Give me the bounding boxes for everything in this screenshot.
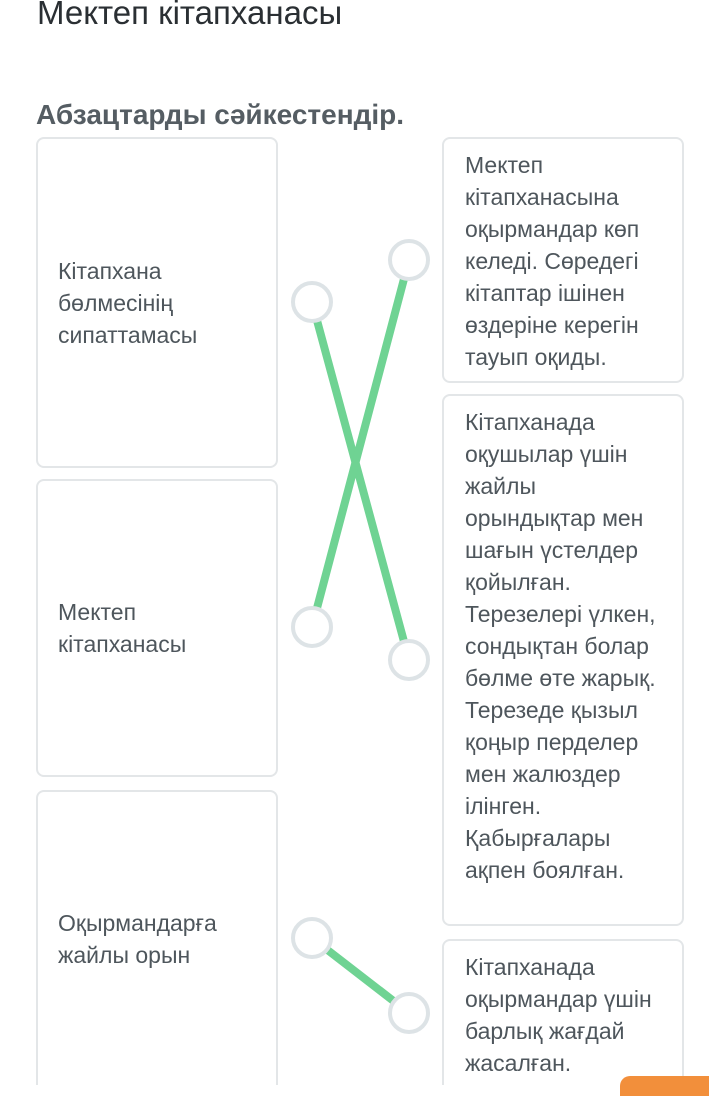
left-connector-1[interactable]	[293, 283, 331, 321]
right-connector-3[interactable]	[390, 994, 428, 1032]
right-connector-2[interactable]	[390, 641, 428, 679]
instruction-heading: Абзацтарды сәйкестендір.	[36, 99, 405, 130]
left-item-label: Мектеп кітапханасы	[58, 599, 187, 657]
page-title: Мектеп кітапханасы	[37, 0, 343, 31]
match-line-1	[312, 302, 409, 660]
left-connector-2[interactable]	[293, 608, 331, 646]
right-item-text: Кітапханада оқушылар үшін жайлы орындықтар мен шағын үстелдер қойылған. Терезелері үлкен, сондықтан болар бөлме өте жарық. Терезеде қызыл қоңыр перделер мен жалюздер ілінген. Қабырғалары ақпен боялған.	[465, 409, 656, 883]
left-connector-3[interactable]	[293, 919, 331, 957]
right-item-text: Кітапханада оқырмандар үшін барлық жағдай жасалған.	[465, 954, 652, 1076]
right-item-text: Мектеп кітапханасына оқырмандар көп келеді. Сөредегі кітаптар ішінен өздеріне керегін тауып оқиды.	[465, 152, 640, 370]
left-item-label: Кітапхана бөлмесінің сипаттамасы	[58, 257, 198, 348]
continue-button-partial[interactable]	[620, 1076, 709, 1096]
left-item-label: Оқырмандарға жайлы орын	[58, 909, 217, 968]
right-connector-1[interactable]	[390, 241, 428, 279]
